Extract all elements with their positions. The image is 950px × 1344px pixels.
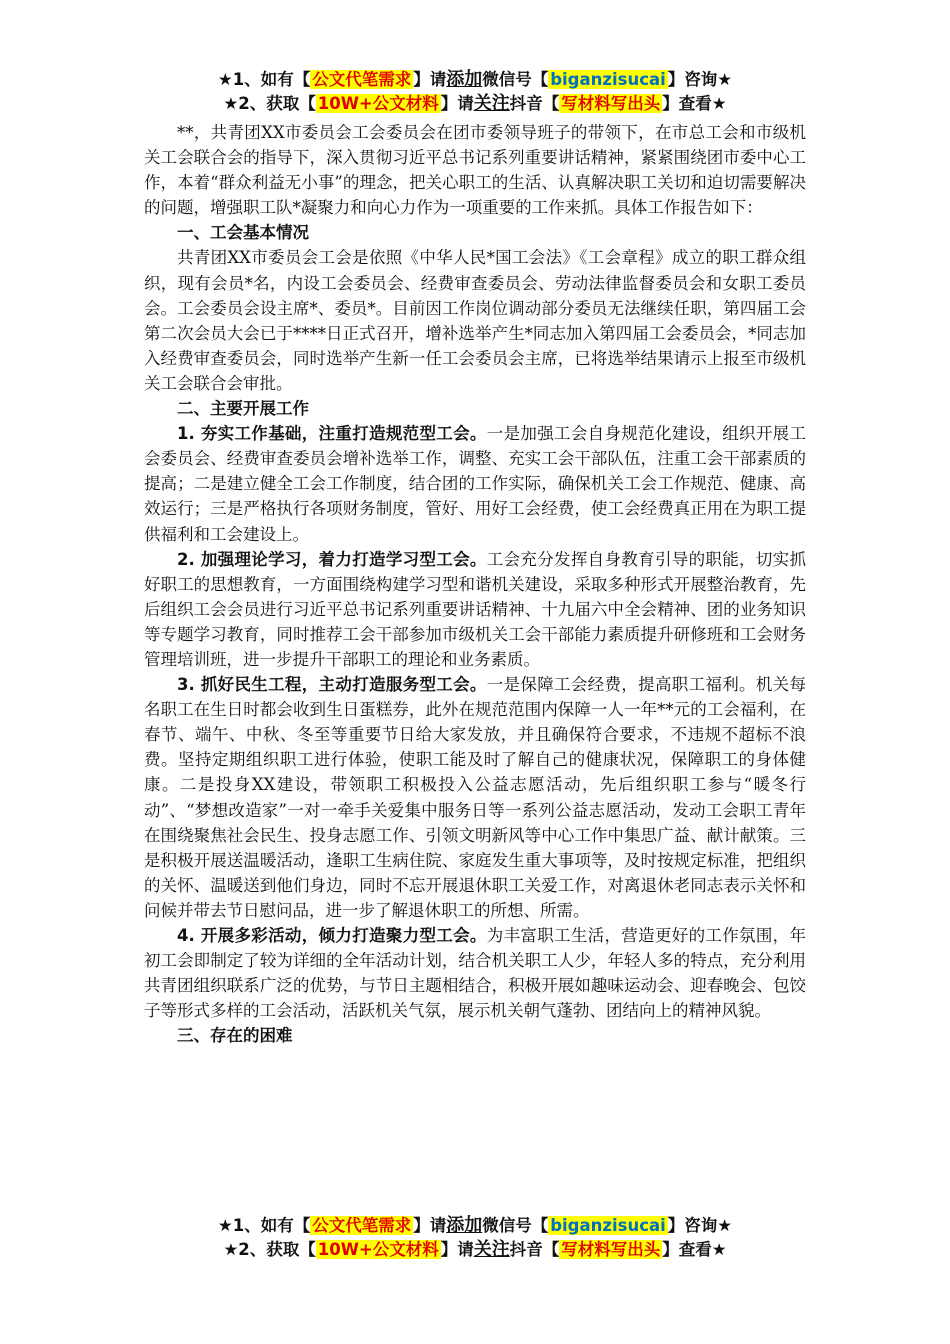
- highlight-wechat-id: biganzisucai: [550, 70, 666, 89]
- banner-line-1: [0, 1214, 950, 1238]
- banner-underline-text: 添加: [446, 1215, 483, 1236]
- paragraph-item-1: [144, 421, 806, 546]
- banner-text: 微信号【: [482, 1216, 549, 1235]
- banner-text: 】咨询★: [667, 1216, 733, 1235]
- banner-text: 抖音【: [509, 1240, 560, 1259]
- section-heading-3: 三、存在的困难: [177, 1026, 293, 1046]
- item-2-title: 2. 加强理论学习，着力打造学习型工会。: [177, 549, 487, 569]
- banner-text: 】请: [413, 1216, 447, 1235]
- banner-text: ★2、获取【: [223, 94, 316, 113]
- banner-text: 微信号【: [482, 70, 549, 89]
- banner-line-2: [0, 92, 950, 116]
- highlight-materials: 10W+公文材料: [317, 94, 439, 113]
- highlight-materials: 10W+公文材料: [317, 1240, 439, 1259]
- banner-text: 】咨询★: [667, 70, 733, 89]
- section-heading-2: 二、主要开展工作: [177, 399, 309, 419]
- banner-text: 抖音【: [509, 94, 560, 113]
- document-body: [144, 120, 806, 1048]
- banner-text: ★1、如有【: [217, 1216, 311, 1235]
- item-1-text: 一是加强工会自身规范化建设，组织开展工会委员会、经费审查委员会增补选举工作，调整、充实工会干部队伍，注重工会干部素质的提高；二是建立健全工会工作制度，结合团的工作实际，确保机关工会工作规范、健康、高效运行；三是严格执行各项财务制度，管好、用好工会经费，使工会经费真正用在为职工提供福利和工会建设上。: [144, 424, 807, 544]
- footer-banner: [0, 1214, 950, 1262]
- banner-underline-text: 关注: [473, 93, 510, 114]
- banner-line-2: [0, 1238, 950, 1262]
- header-banner: [0, 68, 950, 116]
- item-3-title: 3. 抓好民生工程，主动打造服务型工会。: [177, 675, 487, 695]
- item-3-text: 一是保障工会经费，提高职工福利。机关每名职工在生日时都会收到生日蛋糕券，此外在规范范围内保障一人一年**元的工会福利，在春节、端午、中秋、冬至等重要节日给大家发放，并且确保符合要求，不违规不超标不浪费。坚持定期组织职工进行体验，使职工能及时了解自己的健康状况，保障职工的身体健康。二是投身XX建设，带领职工积极投入公益志愿活动，先后组织职工参与“暖冬行动”、“梦想改造家”一对一牵手关爱集中服务日等一系列公益志愿活动，发动工会职工青年在围绕聚焦社会民生、投身志愿工作、引领文明新风等中心工作中集思广益、献计献策。三是积极开展送温暖活动，逢职工生病住院、家庭发生重大事项等，及时按规定标准，把组织的关怀、温暖送到他们身边，同时不忘开展退休职工关爱工作，对离退休老同志表示关怀和问候并带去节日慰问品，进一步了解退休职工的所想、所需。: [144, 675, 807, 920]
- item-4-text: 为丰富职工生活，营造更好的工作氛围，年初工会即制定了较为详细的全年活动计划，结合机关职工人少，年轻人多的特点，充分利用共青团组织联系广泛的优势，与节日主题相结合，积极开展如趣味运动会、迎春晚会、包饺子等形式多样的工会活动，活跃机关气氛，展示机关朝气蓬勃、团结向上的精神风貌。: [144, 926, 807, 1021]
- banner-text: 】请: [440, 94, 474, 113]
- item-1-title: 1. 夯实工作基础，注重打造规范型工会。: [177, 424, 487, 444]
- paragraph-basic-info: 共青团XX市委员会工会是依照《中华人民*国工会法》《工会章程》成立的职工群众组织，现有会员*名，内设工会委员会、经费审查委员会、劳动法律监督委员会和女职工委员会。工会委员会设主席*、委员*。目前因工作岗位调动部分委员无法继续任职，第四届工会第二次会员大会已于****日正式召开，增补选举产生*同志加入第四届工会委员会，*同志加入经费审查委员会，同时选举产生新一任工会委员会主席，已将选举结果请示上报至市级机关工会联合会审批。: [144, 248, 806, 393]
- highlight-douyin-id: 写材料写出头: [561, 94, 661, 113]
- highlight-service: 公文代笔需求: [312, 1216, 412, 1235]
- highlight-wechat-id: biganzisucai: [550, 1216, 666, 1235]
- banner-underline-text: 添加: [446, 69, 483, 90]
- paragraph-item-2: [144, 547, 806, 672]
- highlight-service: 公文代笔需求: [312, 70, 412, 89]
- intro-paragraph: **，共青团XX市委员会工会委员会在团市委领导班子的带领下，在市总工会和市级机关工会联合会的指导下，深入贯彻习近平总书记系列重要讲话精神，紧紧围绕团市委中心工作，本着“群众利益无小事”的理念，把关心职工的生活、认真解决职工关切和迫切需要解决的问题，增强职工队*凝聚力和向心力作为一项重要的工作来抓。具体工作报告如下：: [144, 123, 806, 218]
- banner-line-1: [0, 68, 950, 92]
- banner-text: 】查看★: [662, 94, 727, 113]
- item-4-title: 4. 开展多彩活动，倾力打造聚力型工会。: [177, 926, 487, 945]
- section-heading-1: 一、工会基本情况: [177, 223, 309, 243]
- banner-text: 】请: [440, 1240, 474, 1259]
- banner-text: 】查看★: [662, 1240, 727, 1259]
- paragraph-item-4: [144, 923, 806, 1023]
- banner-underline-text: 关注: [473, 1239, 510, 1260]
- banner-text: ★2、获取【: [223, 1240, 316, 1259]
- highlight-douyin-id: 写材料写出头: [561, 1240, 661, 1259]
- banner-text: 】请: [413, 70, 447, 89]
- paragraph-item-3: [144, 672, 806, 923]
- banner-text: ★1、如有【: [217, 70, 311, 89]
- item-2-text: 工会充分发挥自身教育引导的职能，切实抓好职工的思想教育，一方面围绕构建学习型和谐机关建设，采取多种形式开展整治教育，先后组织工会会员进行习近平总书记系列重要讲话精神、十九届六中全会精神、团的业务知识等专题学习教育，同时推荐工会干部参加市级机关工会干部能力素质提升研修班和工会财务管理培训班，进一步提升干部职工的理论和业务素质。: [144, 549, 807, 669]
